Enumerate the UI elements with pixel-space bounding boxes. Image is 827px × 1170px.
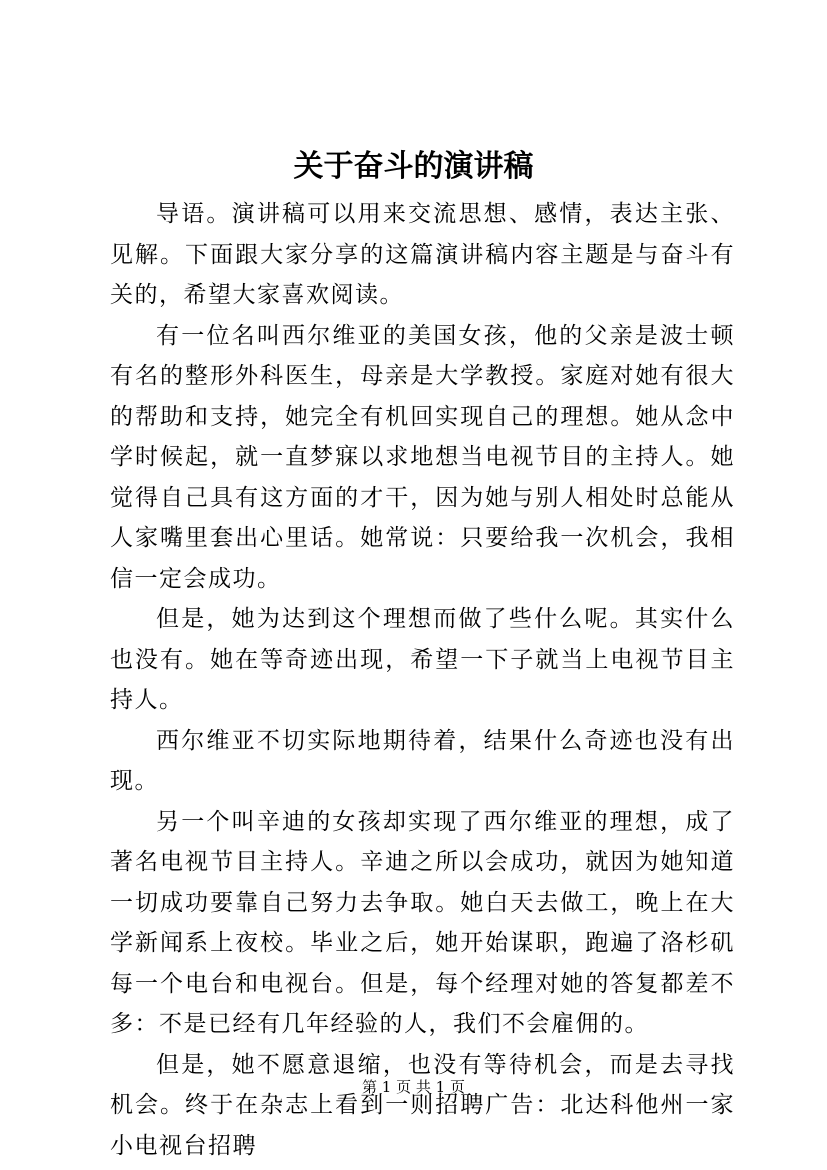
paragraph-cindy: 另一个叫辛迪的女孩却实现了西尔维亚的理想，成了著名电视节目主持人。辛迪之所以会成功，就因为她知道一切成功要靠自己努力去争取。她白天去做工，晚上在大学新闻系上夜校。毕业之后，她开始谋职，跑遍了洛杉矶每一个电台和电视台。但是，每个经理对她的答复都差不多：不是已经有几年经验的人，我们不会雇佣的。 xyxy=(110,808,735,1037)
paragraph-but: 但是，她为达到这个理想而做了些什么呢。其实什么也没有。她在等奇迹出现，希望一下子就当上电视节目主持人。 xyxy=(110,606,735,713)
document-body xyxy=(110,194,735,1166)
paragraph-seek-chance: 但是，她不愿意退缩，也没有等待机会，而是去寻找机会。终于在杂志上看到一则招聘广告：北达科他州一家小电视台招聘 xyxy=(110,1051,735,1159)
paragraph-intro: 导语。演讲稿可以用来交流思想、感情，表达主张、见解。下面跟大家分享的这篇演讲稿内容主题是与奋斗有关的，希望大家喜欢阅读。 xyxy=(110,201,735,308)
paragraph-sylvia: 有一位名叫西尔维亚的美国女孩，他的父亲是波士顿有名的整形外科医生，母亲是大学教授。家庭对她有很大的帮助和支持，她完全有机回实现自己的理想。她从念中学时候起，就一直梦寐以求地想当电视节目的主持人。她觉得自己具有这方面的才干，因为她与别人相处时总能从人家嘴里套出心里话。她常说：只要给我一次机会，我相信一定会成功。 xyxy=(110,322,735,592)
page-footer: 第 1 页 共 1 页 xyxy=(362,1078,465,1096)
document-title: 关于奋斗的演讲稿 xyxy=(293,149,534,184)
paragraph-no-miracle: 西尔维亚不切实际地期待着，结果什么奇迹也没有出现。 xyxy=(110,727,735,794)
